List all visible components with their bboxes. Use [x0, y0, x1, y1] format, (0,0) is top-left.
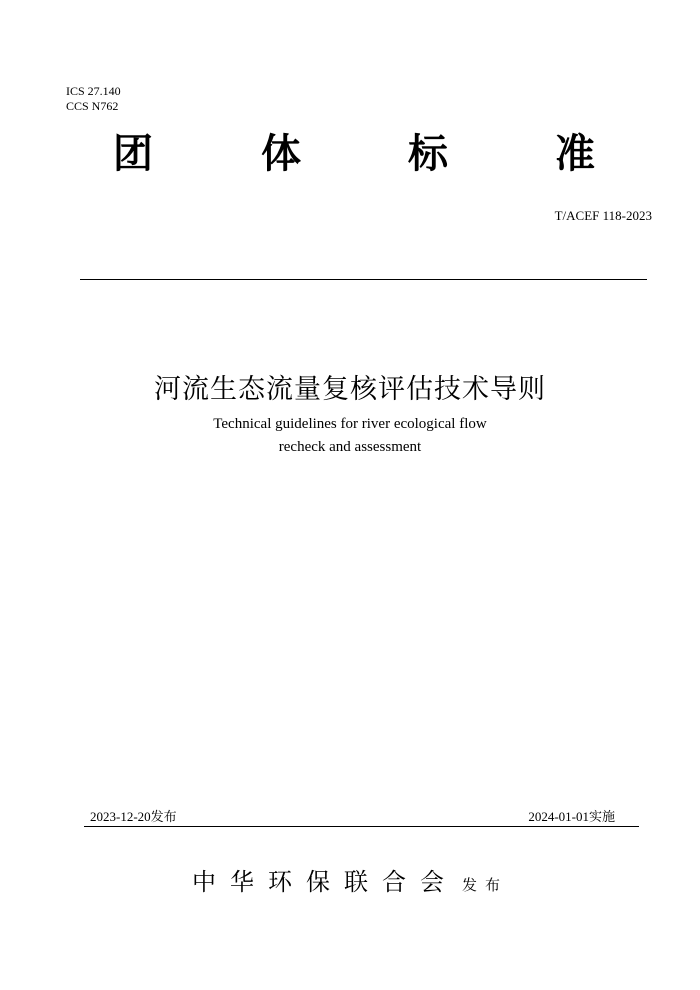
- publisher-line: [0, 864, 700, 903]
- standard-type-char: 体: [261, 131, 301, 177]
- publish-label: 发布: [461, 876, 508, 894]
- title-chinese: 河流生态流量复核评估技术导则: [154, 374, 546, 405]
- ics-code: ICS 27.140: [66, 84, 121, 98]
- top-divider: [80, 279, 647, 280]
- standard-type-char: 团: [113, 131, 153, 177]
- publisher-name: 中华环保联合会: [191, 868, 458, 896]
- standard-number: T/ACEF 118-2023: [554, 208, 652, 223]
- issue-date: 2023-12-20发布: [90, 809, 177, 824]
- standard-type-char: 准: [555, 131, 595, 177]
- title-english-line-2: recheck and assessment: [278, 439, 422, 455]
- standard-type-char: 标: [408, 131, 448, 177]
- implementation-date: 2024-01-01实施: [528, 809, 615, 824]
- ccs-code: CCS N762: [66, 99, 119, 113]
- bottom-divider: [84, 826, 639, 827]
- title-english-line-1: Technical guidelines for river ecological flow: [213, 416, 487, 432]
